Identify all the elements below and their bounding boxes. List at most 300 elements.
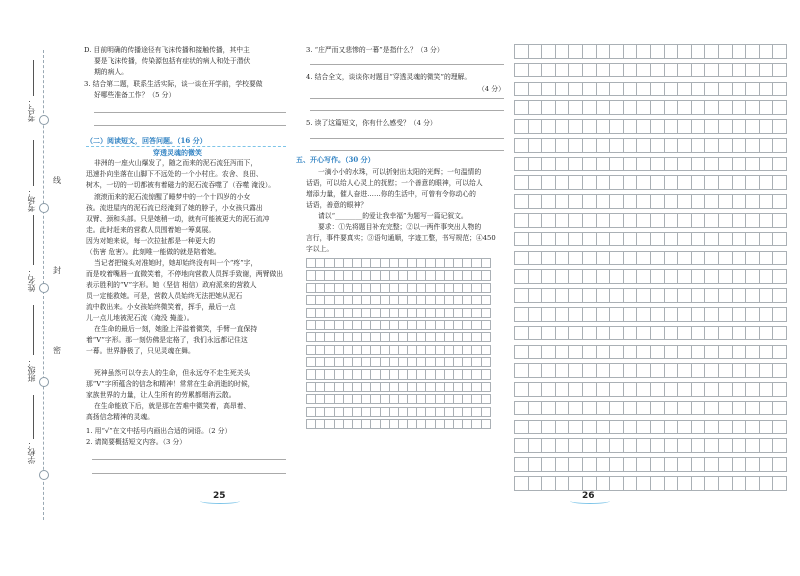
grid-cell[interactable]	[555, 63, 569, 77]
grid-cell[interactable]	[515, 439, 529, 453]
grid-cell[interactable]	[732, 326, 746, 340]
grid-cell[interactable]	[691, 476, 705, 490]
grid-cell[interactable]	[678, 176, 692, 190]
grid-cell[interactable]	[472, 358, 481, 367]
grid-cell[interactable]	[610, 476, 624, 490]
grid-cell[interactable]	[582, 401, 596, 415]
grid-cell[interactable]	[705, 45, 719, 59]
grid-cell[interactable]	[610, 195, 624, 209]
grid-cell[interactable]	[426, 283, 435, 292]
grid-cell[interactable]	[691, 364, 705, 378]
grid-cell[interactable]	[380, 296, 389, 305]
grid-cell[interactable]	[325, 345, 334, 354]
grid-cell[interactable]	[472, 419, 481, 428]
grid-cell[interactable]	[773, 157, 787, 171]
grid-cell[interactable]	[596, 476, 610, 490]
grid-cell[interactable]	[343, 259, 352, 268]
grid-cell[interactable]	[759, 401, 773, 415]
grid-cell[interactable]	[555, 364, 569, 378]
grid-cell[interactable]	[664, 251, 678, 265]
grid-cell[interactable]	[610, 138, 624, 152]
grid-cell[interactable]	[746, 214, 760, 228]
grid-cell[interactable]	[664, 82, 678, 96]
grid-cell[interactable]	[528, 383, 542, 397]
grid-cell[interactable]	[678, 383, 692, 397]
grid-cell[interactable]	[343, 271, 352, 280]
grid-cell[interactable]	[582, 45, 596, 59]
grid-cell[interactable]	[398, 333, 407, 342]
grid-cell[interactable]	[664, 307, 678, 321]
grid-cell[interactable]	[759, 326, 773, 340]
grid-cell[interactable]	[596, 157, 610, 171]
grid-cell[interactable]	[610, 45, 624, 59]
grid-cell[interactable]	[417, 345, 426, 354]
grid-cell[interactable]	[718, 270, 732, 284]
grid-cell[interactable]	[555, 289, 569, 303]
grid-cell[interactable]	[481, 419, 490, 428]
grid-cell[interactable]	[515, 458, 529, 472]
grid-cell[interactable]	[623, 326, 637, 340]
grid-cell[interactable]	[596, 458, 610, 472]
grid-cell[interactable]	[542, 476, 556, 490]
grid-cell[interactable]	[316, 345, 325, 354]
grid-cell[interactable]	[718, 420, 732, 434]
grid-cell[interactable]	[664, 176, 678, 190]
grid-cell[interactable]	[623, 476, 637, 490]
grid-cell[interactable]	[650, 195, 664, 209]
grid-cell[interactable]	[515, 176, 529, 190]
grid-cell[interactable]	[691, 176, 705, 190]
grid-cell[interactable]	[352, 345, 361, 354]
grid-cell[interactable]	[515, 289, 529, 303]
grid-cell[interactable]	[334, 259, 343, 268]
grid-cell[interactable]	[705, 401, 719, 415]
grid-cell[interactable]	[398, 296, 407, 305]
grid-cell[interactable]	[555, 138, 569, 152]
grid-cell[interactable]	[389, 395, 398, 404]
grid-cell[interactable]	[454, 308, 463, 317]
grid-cell[interactable]	[623, 120, 637, 134]
grid-cell[interactable]	[596, 120, 610, 134]
grid-cell[interactable]	[637, 270, 651, 284]
grid-cell[interactable]	[408, 308, 417, 317]
grid-cell[interactable]	[637, 420, 651, 434]
grid-cell[interactable]	[542, 401, 556, 415]
grid-cell[interactable]	[732, 195, 746, 209]
grid-cell[interactable]	[773, 214, 787, 228]
grid-cell[interactable]	[691, 401, 705, 415]
grid-cell[interactable]	[610, 401, 624, 415]
grid-cell[interactable]	[637, 476, 651, 490]
grid-cell[interactable]	[650, 420, 664, 434]
grid-cell[interactable]	[569, 157, 583, 171]
xingming-field[interactable]	[33, 215, 34, 265]
grid-cell[interactable]	[555, 214, 569, 228]
grid-cell[interactable]	[773, 345, 787, 359]
grid-cell[interactable]	[623, 289, 637, 303]
grid-cell[interactable]	[759, 420, 773, 434]
grid-cell[interactable]	[582, 326, 596, 340]
grid-cell[interactable]	[307, 419, 316, 428]
grid-cell[interactable]	[664, 232, 678, 246]
grid-cell[interactable]	[718, 63, 732, 77]
grid-cell[interactable]	[408, 395, 417, 404]
grid-cell[interactable]	[417, 370, 426, 379]
grid-cell[interactable]	[472, 370, 481, 379]
grid-cell[interactable]	[515, 476, 529, 490]
grid-cell[interactable]	[435, 419, 444, 428]
grid-cell[interactable]	[610, 176, 624, 190]
grid-cell[interactable]	[417, 259, 426, 268]
grid-cell[interactable]	[417, 407, 426, 416]
grid-cell[interactable]	[463, 259, 472, 268]
grid-cell[interactable]	[389, 271, 398, 280]
grid-cell[interactable]	[398, 271, 407, 280]
grid-cell[interactable]	[352, 419, 361, 428]
grid-cell[interactable]	[362, 419, 371, 428]
grid-cell[interactable]	[435, 395, 444, 404]
grid-cell[interactable]	[408, 358, 417, 367]
grid-cell[interactable]	[408, 333, 417, 342]
grid-cell[interactable]	[389, 407, 398, 416]
grid-cell[interactable]	[650, 45, 664, 59]
grid-cell[interactable]	[307, 395, 316, 404]
grid-cell[interactable]	[307, 370, 316, 379]
grid-cell[interactable]	[664, 101, 678, 115]
grid-cell[interactable]	[596, 232, 610, 246]
grid-cell[interactable]	[705, 326, 719, 340]
grid-cell[interactable]	[444, 283, 453, 292]
grid-cell[interactable]	[582, 289, 596, 303]
grid-cell[interactable]	[678, 364, 692, 378]
grid-cell[interactable]	[569, 289, 583, 303]
grid-cell[interactable]	[705, 176, 719, 190]
grid-cell[interactable]	[408, 271, 417, 280]
grid-cell[interactable]	[732, 157, 746, 171]
grid-cell[interactable]	[732, 345, 746, 359]
grid-cell[interactable]	[610, 345, 624, 359]
grid-cell[interactable]	[718, 157, 732, 171]
grid-cell[interactable]	[718, 214, 732, 228]
grid-cell[interactable]	[334, 382, 343, 391]
grid-cell[interactable]	[759, 63, 773, 77]
grid-cell[interactable]	[380, 358, 389, 367]
grid-cell[interactable]	[362, 296, 371, 305]
grid-cell[interactable]	[389, 259, 398, 268]
grid-cell[interactable]	[371, 308, 380, 317]
grid-cell[interactable]	[759, 458, 773, 472]
grid-cell[interactable]	[773, 176, 787, 190]
grid-cell[interactable]	[343, 333, 352, 342]
grid-cell[interactable]	[732, 289, 746, 303]
grid-cell[interactable]	[678, 232, 692, 246]
grid-cell[interactable]	[582, 458, 596, 472]
grid-cell[interactable]	[307, 333, 316, 342]
grid-cell[interactable]	[325, 358, 334, 367]
grid-cell[interactable]	[444, 382, 453, 391]
grid-cell[interactable]	[732, 420, 746, 434]
grid-cell[interactable]	[515, 157, 529, 171]
grid-cell[interactable]	[380, 419, 389, 428]
grid-cell[interactable]	[555, 101, 569, 115]
grid-cell[interactable]	[515, 82, 529, 96]
grid-cell[interactable]	[678, 401, 692, 415]
grid-cell[interactable]	[371, 296, 380, 305]
grid-cell[interactable]	[380, 283, 389, 292]
grid-cell[interactable]	[343, 419, 352, 428]
grid-cell[interactable]	[417, 296, 426, 305]
grid-cell[interactable]	[325, 308, 334, 317]
grid-cell[interactable]	[528, 82, 542, 96]
grid-cell[interactable]	[371, 320, 380, 329]
answer-line[interactable]	[310, 110, 504, 111]
grid-cell[interactable]	[334, 345, 343, 354]
grid-cell[interactable]	[463, 345, 472, 354]
grid-cell[interactable]	[650, 289, 664, 303]
grid-cell[interactable]	[316, 419, 325, 428]
grid-cell[interactable]	[650, 214, 664, 228]
grid-cell[interactable]	[307, 271, 316, 280]
grid-cell[interactable]	[435, 308, 444, 317]
grid-cell[interactable]	[426, 333, 435, 342]
grid-cell[interactable]	[718, 101, 732, 115]
grid-cell[interactable]	[746, 345, 760, 359]
grid-cell[interactable]	[623, 195, 637, 209]
grid-cell[interactable]	[325, 382, 334, 391]
grid-cell[interactable]	[596, 345, 610, 359]
grid-cell[interactable]	[569, 45, 583, 59]
grid-cell[interactable]	[472, 296, 481, 305]
grid-cell[interactable]	[528, 476, 542, 490]
grid-cell[interactable]	[705, 138, 719, 152]
grid-cell[interactable]	[610, 364, 624, 378]
grid-cell[interactable]	[435, 345, 444, 354]
grid-cell[interactable]	[528, 420, 542, 434]
grid-cell[interactable]	[389, 296, 398, 305]
grid-cell[interactable]	[582, 63, 596, 77]
grid-cell[interactable]	[691, 63, 705, 77]
grid-cell[interactable]	[569, 138, 583, 152]
grid-cell[interactable]	[678, 439, 692, 453]
grid-cell[interactable]	[463, 271, 472, 280]
grid-cell[interactable]	[664, 420, 678, 434]
grid-cell[interactable]	[746, 232, 760, 246]
grid-cell[interactable]	[746, 195, 760, 209]
grid-cell[interactable]	[732, 45, 746, 59]
grid-cell[interactable]	[691, 101, 705, 115]
grid-cell[interactable]	[691, 251, 705, 265]
grid-cell[interactable]	[515, 120, 529, 134]
grid-cell[interactable]	[481, 308, 490, 317]
grid-cell[interactable]	[610, 420, 624, 434]
composition-grid-right[interactable]	[514, 44, 787, 491]
grid-cell[interactable]	[732, 176, 746, 190]
grid-cell[interactable]	[773, 289, 787, 303]
grid-cell[interactable]	[389, 345, 398, 354]
grid-cell[interactable]	[759, 82, 773, 96]
grid-cell[interactable]	[759, 214, 773, 228]
grid-cell[interactable]	[650, 439, 664, 453]
grid-cell[interactable]	[569, 214, 583, 228]
grid-cell[interactable]	[759, 232, 773, 246]
grid-cell[interactable]	[664, 383, 678, 397]
grid-cell[interactable]	[623, 270, 637, 284]
grid-cell[interactable]	[515, 138, 529, 152]
grid-cell[interactable]	[555, 458, 569, 472]
grid-cell[interactable]	[371, 395, 380, 404]
grid-cell[interactable]	[596, 439, 610, 453]
grid-cell[interactable]	[542, 214, 556, 228]
grid-cell[interactable]	[718, 232, 732, 246]
grid-cell[interactable]	[732, 307, 746, 321]
grid-cell[interactable]	[528, 176, 542, 190]
grid-cell[interactable]	[691, 439, 705, 453]
grid-cell[interactable]	[664, 120, 678, 134]
grid-cell[interactable]	[718, 82, 732, 96]
grid-cell[interactable]	[569, 326, 583, 340]
grid-cell[interactable]	[582, 138, 596, 152]
grid-cell[interactable]	[596, 195, 610, 209]
grid-cell[interactable]	[515, 101, 529, 115]
grid-cell[interactable]	[334, 283, 343, 292]
grid-cell[interactable]	[426, 358, 435, 367]
grid-cell[interactable]	[398, 382, 407, 391]
grid-cell[interactable]	[650, 326, 664, 340]
grid-cell[interactable]	[582, 101, 596, 115]
grid-cell[interactable]	[732, 364, 746, 378]
grid-cell[interactable]	[316, 382, 325, 391]
grid-cell[interactable]	[664, 195, 678, 209]
grid-cell[interactable]	[481, 395, 490, 404]
grid-cell[interactable]	[417, 271, 426, 280]
grid-cell[interactable]	[650, 383, 664, 397]
grid-cell[interactable]	[352, 382, 361, 391]
grid-cell[interactable]	[343, 320, 352, 329]
grid-cell[interactable]	[610, 307, 624, 321]
grid-cell[interactable]	[773, 195, 787, 209]
grid-cell[interactable]	[705, 120, 719, 134]
grid-cell[interactable]	[691, 345, 705, 359]
grid-cell[interactable]	[732, 138, 746, 152]
grid-cell[interactable]	[650, 120, 664, 134]
grid-cell[interactable]	[454, 296, 463, 305]
grid-cell[interactable]	[444, 320, 453, 329]
grid-cell[interactable]	[463, 395, 472, 404]
grid-cell[interactable]	[678, 289, 692, 303]
grid-cell[interactable]	[307, 308, 316, 317]
grid-cell[interactable]	[389, 419, 398, 428]
grid-cell[interactable]	[528, 439, 542, 453]
grid-cell[interactable]	[555, 270, 569, 284]
grid-cell[interactable]	[472, 395, 481, 404]
grid-cell[interactable]	[650, 401, 664, 415]
grid-cell[interactable]	[555, 401, 569, 415]
grid-cell[interactable]	[380, 382, 389, 391]
grid-cell[interactable]	[678, 270, 692, 284]
grid-cell[interactable]	[650, 157, 664, 171]
grid-cell[interactable]	[362, 320, 371, 329]
grid-cell[interactable]	[678, 476, 692, 490]
grid-cell[interactable]	[705, 214, 719, 228]
grid-cell[interactable]	[542, 251, 556, 265]
grid-cell[interactable]	[380, 407, 389, 416]
grid-cell[interactable]	[426, 407, 435, 416]
grid-cell[interactable]	[773, 45, 787, 59]
grid-cell[interactable]	[325, 370, 334, 379]
grid-cell[interactable]	[435, 358, 444, 367]
grid-cell[interactable]	[389, 283, 398, 292]
grid-cell[interactable]	[569, 345, 583, 359]
grid-cell[interactable]	[569, 63, 583, 77]
grid-cell[interactable]	[481, 271, 490, 280]
grid-cell[interactable]	[759, 383, 773, 397]
grid-cell[interactable]	[678, 157, 692, 171]
grid-cell[interactable]	[678, 345, 692, 359]
grid-cell[interactable]	[417, 358, 426, 367]
answer-line[interactable]	[310, 138, 504, 139]
grid-cell[interactable]	[637, 383, 651, 397]
grid-cell[interactable]	[542, 138, 556, 152]
grid-cell[interactable]	[773, 476, 787, 490]
grid-cell[interactable]	[398, 419, 407, 428]
grid-cell[interactable]	[444, 308, 453, 317]
grid-cell[interactable]	[343, 345, 352, 354]
grid-cell[interactable]	[528, 157, 542, 171]
grid-cell[interactable]	[316, 308, 325, 317]
grid-cell[interactable]	[307, 320, 316, 329]
grid-cell[interactable]	[307, 296, 316, 305]
grid-cell[interactable]	[454, 259, 463, 268]
grid-cell[interactable]	[528, 251, 542, 265]
grid-cell[interactable]	[759, 270, 773, 284]
grid-cell[interactable]	[637, 289, 651, 303]
grid-cell[interactable]	[555, 345, 569, 359]
grid-cell[interactable]	[746, 383, 760, 397]
grid-cell[interactable]	[481, 382, 490, 391]
grid-cell[interactable]	[569, 232, 583, 246]
grid-cell[interactable]	[463, 283, 472, 292]
grid-cell[interactable]	[398, 345, 407, 354]
grid-cell[interactable]	[454, 345, 463, 354]
grid-cell[interactable]	[637, 138, 651, 152]
grid-cell[interactable]	[691, 120, 705, 134]
grid-cell[interactable]	[555, 326, 569, 340]
grid-cell[interactable]	[325, 407, 334, 416]
grid-cell[interactable]	[596, 326, 610, 340]
grid-cell[interactable]	[481, 370, 490, 379]
grid-cell[interactable]	[463, 358, 472, 367]
grid-cell[interactable]	[343, 308, 352, 317]
grid-cell[interactable]	[746, 176, 760, 190]
grid-cell[interactable]	[596, 63, 610, 77]
grid-cell[interactable]	[773, 307, 787, 321]
grid-cell[interactable]	[426, 382, 435, 391]
grid-cell[interactable]	[435, 259, 444, 268]
grid-cell[interactable]	[759, 157, 773, 171]
grid-cell[interactable]	[732, 270, 746, 284]
grid-cell[interactable]	[664, 138, 678, 152]
grid-cell[interactable]	[316, 259, 325, 268]
grid-cell[interactable]	[389, 333, 398, 342]
grid-cell[interactable]	[746, 138, 760, 152]
grid-cell[interactable]	[352, 259, 361, 268]
grid-cell[interactable]	[705, 251, 719, 265]
grid-cell[interactable]	[637, 232, 651, 246]
grid-cell[interactable]	[417, 333, 426, 342]
grid-cell[interactable]	[542, 420, 556, 434]
grid-cell[interactable]	[650, 476, 664, 490]
grid-cell[interactable]	[582, 157, 596, 171]
